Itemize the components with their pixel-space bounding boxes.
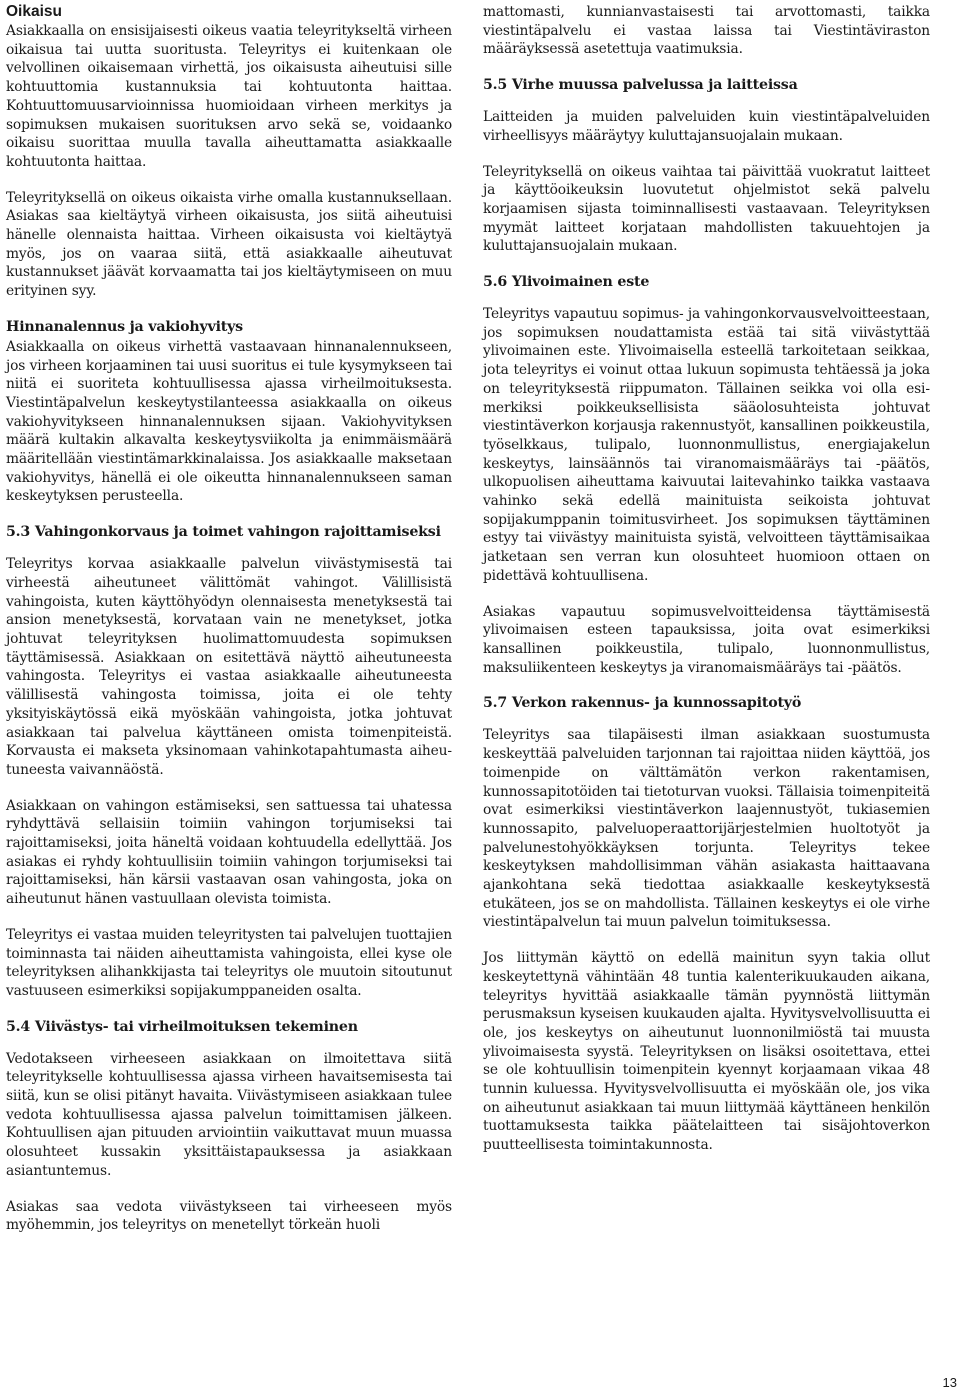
paragraph: Asiakas vapautuu sopimusvelvoitteidensa täyttämisestä ylivoimaisen esteen tapauksissa, joita ovat esimerkiksi kansallinen poikkeustila, tulipalo, luonnonmullistus, maksuliikenteen keskeytys ja viranomaismääräys tai -päätös. <box>483 603 930 676</box>
heading-section-5-4: 5.4 Viivästys- tai virheilmoituksen tekeminen <box>6 1018 358 1035</box>
paragraph: Teleyrityksellä on oikeus vaihtaa tai päivittää vuokratut laitteet ja käyttöoikeuksin luovutetut ohjelmistot sekä palvelu korjaamisen sijasta toiminnallisesti vastaavaan. Teleyrityksen myymät laitteet korjataan mahdollisten takuuehtojen ja kuluttajansuojalain mukaan. <box>483 163 930 255</box>
heading-section-5-7: 5.7 Verkon rakennus- ja kunnossapitotyö <box>483 695 802 712</box>
paragraph: Asiakkaan on vahingon estämiseksi, sen sattuessa tai uhatessa ryhdyttävä sellaisiin toimiin vahingon torjumiseksi tai rajoittamiseksi, joita häneltä voidaan kohtuudella edellyttää. Jos asiakas ei ryhdy kohtuullisiin toimiin vahingon torjumiseksi tai rajoittamiseksi, hän kärsii vastaavan osan vahingosta, joka on aiheutunut hänen vastuullaan olevista toimista. <box>6 797 452 908</box>
heading-section-5-6: 5.6 Ylivoimainen este <box>483 274 650 291</box>
right-column <box>483 3 930 1172</box>
paragraph: Teleyritys saa tilapäisesti ilman asiakkaan suostumusta keskeyttää palveluiden tarjonnan tai rajoittaa niiden käyttöä, jos toimenpide on välttämätön verkon rakentamisen, kunnossapitotöiden tai tietoturvan vuoksi. Tällaisia toimenpiteitä ovat esimerkiksi viestintäverkon laajennustyöt, tukiasemien kunnossapito, palveluoperaattorijärjestelmien huoltotyöt ja palvelunestohyökkäyksen torjunta. Teleyritys tekee keskeytyksen mahdollisimman vähän asiakasta haittaavana ajankohtana sekä tiedottaa asiakkaalle keskeytyksestä etukäteen, jos se on mahdollista. Tällainen keskeytys ei ole virhe viestintäpalvelun tai muun palvelun toimituksessa. <box>483 727 930 931</box>
paragraph: Teleyritys vapautuu sopimus- ja vahingonkorvausvelvoitteestaan, jos sopimuksen noudattamista estää tai sitä viivästyttää ylivoimainen este. Ylivoimaisella esteellä tarkoitetaan seikkaa, jota teleyritys ei voinut ottaa lukuun sopimusta tehtäessä ja joka on teleyrityksestä riippumaton. Tällainen seikka voi olla esimerkiksi poikkeuksellisista sääolosuhteista johtuvat viestintäverkon korjausja rakennustyöt, kansallinen poikkeustila, työselkkaus, tulipalo, luonnonmullistus, energiajakelun keskeytys, lainsäännös tai viranomaismääräys tai -päätös, ulkopuolisen aiheuttama kaivuutai laitevahinko taikka vastaava vahinko sekä edellä mainituista seikoista johtuvat sopijakumppanin toimitusvirheet. Jos sopimuksen täyttäminen estyy tai viivästyy mainituista syistä, velvoitteen täyttämisaikaa jatketaan sen verran kun olosuhteet huomioon ottaen on pidettävä kohtuullisena. <box>483 306 930 584</box>
paragraph: Laitteiden ja muiden palveluiden kuin viestintäpalveluiden virheellisyys määräytyy kuluttajansuojalain mukaan. <box>483 109 930 144</box>
page-number: 13 <box>942 1375 957 1390</box>
paragraph: Asiakkaalla on oikeus virhettä vastaavaan hinnanalennukseen, jos virheen korjaaminen tai uusi suoritus ei tule kysymykseen tai niitä ei suoriteta kohtuullisessa ajassa virheilmoituksesta. Viestintäpalvelun keskeytystilanteessa asiakkaalla on oikeus vakiohyvitykseen hinnanalennuksen sijaan. Vakiohyvityksen määrä kultakin alkavalta keskeytysviikolta ja enimmäismäärä määritellään viestintämarkkinalaissa. Jos asiakkaalle maksetaan vakiohyvitys, hänellä ei ole oikeutta hinnanalennukseen saman keskeytyksen perusteella. <box>6 338 452 505</box>
paragraph: Teleyritys ei vastaa muiden teleyritysten tai palvelujen tuottajien toiminnasta tai näiden aiheuttamista vahingoista, ellei kyse ole teleyrityksen alihankkijasta tai teleyritys ole muutoin sitoutunut vastuuseen esimerkiksi sopijakumppaneiden osalta. <box>6 926 452 999</box>
paragraph: Asiakas saa vedota viivästykseen tai virheeseen myös myöhemmin, jos teleyritys on menetellyt törkeän huoli <box>6 1198 452 1234</box>
paragraph: Jos liittymän käyttö on edellä mainitun syyn takia ollut keskeytettynä vähintään 48 tuntia kalenterikuukauden aikana, teleyritys hyvittää asiakkaalle tämän pyynnöstä liittymän perusmaksun kyseisen kuukauden ajalta. Hyvitysvelvollisuutta ei ole, jos keskeytys on aiheutunut luonnonilmiöstä tai muusta ylivoimaisesta syystä. Teleyrityksen on lisäksi osoitettava, ettei se ole kohtuullisin toimenpitein kyennyt korjaamaan vikaa 48 tunnin kuluessa. Hyvitysvelvollisuutta ei myöskään ole, jos vika on aiheutunut asiakkaan tai muun liittymää käyttäneen henkilön tuottamuksesta taikka päätelaitteen tai sisäjohtoverkon puutteellisesta toimintakunnosta. <box>483 950 930 1154</box>
heading-section-5-5: 5.5 Virhe muussa palvelussa ja laitteissa <box>483 77 798 94</box>
heading-hinnanalennus: Hinnanalennus ja vakiohyvitys <box>6 318 243 335</box>
heading-oikaisu: Oikaisu <box>6 3 62 20</box>
paragraph: mattomasti, kunnianvastaisesti tai arvottomasti, taikka viestintäpalvelu ei vastaa laissa tai Viestintäviraston määräyksessä asetettuja vaatimuksia. <box>483 4 930 58</box>
heading-section-5-3: 5.3 Vahingonkorvaus ja toimet vahingon rajoittamiseksi <box>6 524 441 541</box>
left-column <box>6 3 452 1252</box>
paragraph: Vedotakseen virheeseen asiakkaan on ilmoitettava siitä teleyritykselle kohtuullisessa ajassa virheen havaitsemisesta tai siitä, kun se olisi pitänyt havaita. Viivästymiseen asiakkaan tulee vedota kohtuullisessa ajassa palvelun toimittamisen jälkeen. Kohtuullisen ajan pituuden arviointiin vaikuttavat muun muassa olosuhteet kussakin yksittäistapauksessa ja asiakkaan asiantuntemus. <box>6 1050 452 1179</box>
paragraph: Asiakkaalla on ensisijaisesti oikeus vaatia teleyritykseltä virheen oikaisua tai uutta suoritusta. Teleyritys ei kuitenkaan ole velvollinen oikaisemaan virhettä, jos oikaisusta aiheutuisi sille kohtuuttomia kustannuksia tai kohtuutonta haittaa. Kohtuuttomuusarvioinnissa huomioidaan virheen merkitys ja sopimuksen mukaisen suorituksen arvo sekä se, voidaanko oikaisu suorittaa muulla tavalla aiheuttamatta asiakkaalle kohtuutonta haittaa. <box>6 23 452 170</box>
paragraph: Teleyritys korvaa asiakkaalle palvelun viivästymisestä tai virheestä aiheutuneet välittömät vahingot. Välillisistä vahingoista, kuten käyttöhyödyn olennaisesta menetyksestä tai ansion menetyksestä, korvataan vain ne menetykset, jotka johtuvat teleyrityksen huolimattomuudesta sopimuksen täyttämisessä. Asiakkaan on esitettävä näyttö aiheutuneesta vahingosta. Teleyritys ei vastaa asiakkaalle aiheutuneesta välillisestä vahingosta toimissa, joita ei ole tehty yksityiskäytössä eikä myöskään vahingoista, jotka johtuvat asiakkaan tai palvelua käyttäneen omista toimenpiteistä. Korvausta ei makseta yksinomaan vahinkotapahtumasta aiheutuneesta vaivannäöstä. <box>6 556 452 778</box>
paragraph: Teleyrityksellä on oikeus oikaista virhe omalla kustannuksellaan. Asiakas saa kieltäytyä virheen oikaisusta, jos siitä aiheutuisi hänelle olennaista haittaa. Virheen oikaisusta voi kieltäytyä myös, jos on vaaraa siitä, että asiakkaalle aiheutuvat kustannukset jäävät korvaamatta tai jos kieltäytymiseen on muu erityinen syy. <box>6 189 452 300</box>
